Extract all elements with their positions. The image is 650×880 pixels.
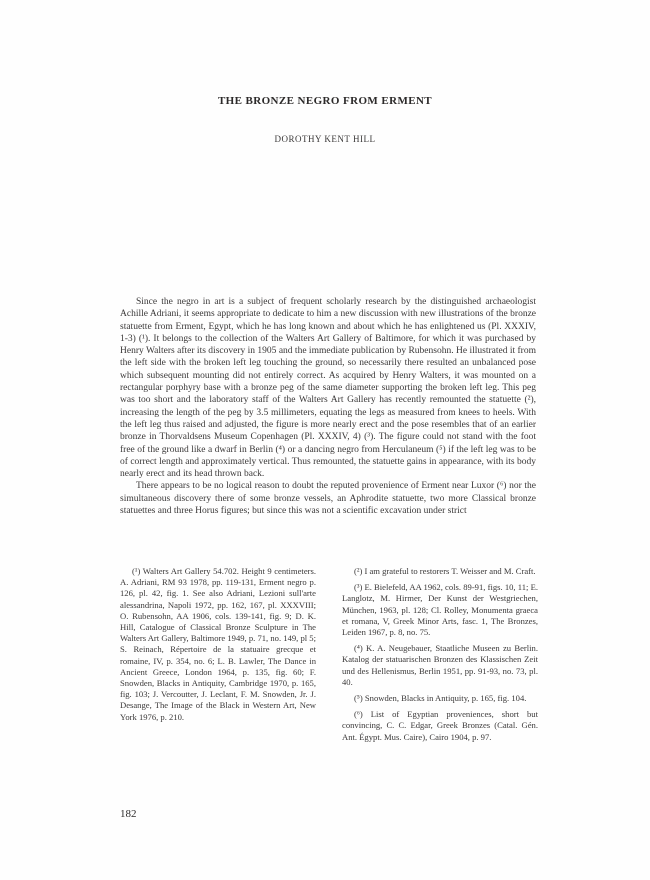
article-body [120, 296, 536, 517]
body-paragraph: There appears to be no logical reason to doubt the reputed provenience of Erment near Luxor (⁶) nor the simultaneous discovery there of some bronze vessels, an Aphrodite statuette, two more Classical bronze statuettes and three Horus figures; but since this was not a scientific excavation under strict [120, 481, 536, 517]
footnote: (⁵) Snowden, Blacks in Antiquity, p. 165, fig. 104. [354, 693, 527, 704]
article-title: THE BRONZE NEGRO FROM ERMENT [217, 95, 433, 107]
footnote: (⁶) List of Egyptian proveniences, short but convincing, C. C. Edgar, Greek Bronzes (Catal. Gén. Ant. Égypt. Mus. Caire), Cairo 1904, p. 97. [342, 709, 538, 742]
footnote: (⁴) K. A. Neugebauer, Staatliche Museen zu Berlin. Katalog der statuarischen Bronzen des Klassischen Zeit und des Hellenismus, Berlin 1951, pp. 91-93, no. 73, pl. 40. [342, 643, 538, 687]
footnote: (³) E. Bielefeld, AA 1962, cols. 89-91, figs. 10, 11; E. Langlotz, M. Hirmer, Der Kunst der Westgriechen, München, 1963, pl. 128; Cl. Rolley, Monumenta graeca et romana, V, Greek Minor Arts, fasc. 1, The Bronzes, Leiden 1967, p. 8, no. 75. [342, 582, 538, 638]
page-number: 182 [120, 808, 137, 820]
footnotes-left-column [120, 566, 316, 748]
footnote: (²) I am grateful to restorers T. Weisser and M. Craft. [354, 566, 536, 576]
footnotes [120, 566, 538, 748]
body-paragraph: Since the negro in art is a subject of frequent scholarly research by the distinguished archaeologist Achille Adriani, it seems appropriate to dedicate to him a new discussion with new illustrations of the bronze statuette from Erment, Egypt, which he has long known and about which he has enlightened us (Pl. XXXIV, 1-3) (¹). It belongs to the collection of the Walters Art Gallery of Baltimore, for which it was purchased by Henry Walters after its discovery in 1905 and the immediate publication by Rubensohn. He illustrated it from the left side with the broken left leg touching the ground, so necessarily there resulted an unbalanced pose which subsequent mounting did not entirely correct. As acquired by Henry Walters, it was mounted on a rectangular porphyry base with a bronze peg of the same diameter supporting the broken left leg. This peg was too short and the laboratory staff of the Walters Art Gallery has recently remounted the statuette (²), increasing the length of the peg by 3.5 millimeters, equating the legs as measured from knees to heels. With the left leg thus raised and adjusted, the figure is more nearly erect and the pose resembles that of an earlier bronze in Thorvaldsens Museum Copenhagen (Pl. XXXIV, 4) (³). The figure could not stand with the foot free of the ground like a dwarf in Berlin (⁴) or a dancing negro from Herculaneum (⁵) if the left leg was to be of correct length and approximately vertical. Thus remounted, the statuette gains in appearance, with its body nearly erect and its head thrown back. [120, 297, 536, 480]
article-author: DOROTHY KENT HILL [274, 134, 376, 144]
footnotes-right-column [342, 566, 538, 748]
footnote: (¹) Walters Art Gallery 54.702. Height 9 centimeters. A. Adriani, RM 93 1978, pp. 119-131, Erment negro p. 126, pl. 42, fig. 1. See also Adriani, Lezioni sull'arte alessandrina, Napoli 1972, pp. 162, 167, pl. XXXVIII; O. Rubensohn, AA 1906, cols. 139-141, fig. 9; D. K. Hill, Catalogue of Classical Bronze Sculpture in The Walters Art Gallery, Baltimore 1949, p. 71, no. 149, pl 5; S. Reinach, Répertoire de la statuaire grecque et romaine, IV, p. 354, no. 6; L. B. Lawler, The Dance in Ancient Greece, London 1964, p. 135, fig. 60; F. Snowden, Blacks in Antiquity, Cambridge 1970, p. 165, fig. 103; J. Vercoutter, J. Leclant, F. M. Snowden, Jr. J. Desange, The Image of the Black in Western Art, New York 1976, p. 210. [120, 566, 316, 722]
